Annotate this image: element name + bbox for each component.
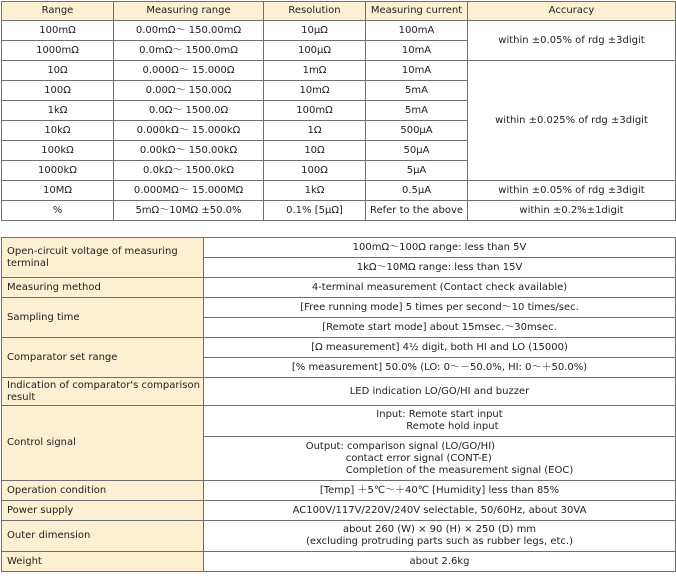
sampling-remote-start: [Remote start mode] about 15msec.～30msec.: [204, 318, 676, 338]
measuring-range-cell: 5mΩ～10MΩ ±50.0%: [114, 201, 264, 221]
control-output-line: Output: comparison signal (LO/GO/HI): [305, 440, 496, 452]
current-cell: 10mA: [366, 61, 468, 81]
operation-label: Operation condition: [2, 481, 204, 501]
open-circuit-value-high: 1kΩ～10MΩ range: less than 15V: [204, 258, 676, 278]
indication-value: LED indication LO/GO/HI and buzzer: [204, 378, 676, 406]
measuring-range-cell: 0.0mΩ～ 1500.0mΩ: [114, 41, 264, 61]
current-cell: 50μA: [366, 141, 468, 161]
weight-label: Weight: [2, 552, 204, 572]
resolution-cell: 10μΩ: [264, 21, 366, 41]
current-cell: 0.5μA: [366, 181, 468, 201]
operation-value: [Temp] ＋5℃～＋40℃ [Humidity] less than 85%: [204, 481, 676, 501]
comparator-ohm: [Ω measurement] 4½ digit, both HI and LO (15000): [204, 338, 676, 358]
open-circuit-value-low: 100mΩ～100Ω range: less than 5V: [204, 238, 676, 258]
sampling-free-running: [Free running mode] 5 times per second～10 times/sec.: [204, 298, 676, 318]
current-cell: 5μA: [366, 161, 468, 181]
comparator-label: Comparator set range: [2, 338, 204, 378]
current-cell: 500μA: [366, 121, 468, 141]
control-input: [204, 406, 676, 437]
dimension-line: about 260 (W) × 90 (H) × 250 (D) mm: [342, 524, 537, 535]
control-input-line: Input: Remote start input: [376, 409, 503, 420]
range-cell: 10MΩ: [2, 181, 114, 201]
resolution-cell: 1kΩ: [264, 181, 366, 201]
current-cell: 100mA: [366, 21, 468, 41]
accuracy-cell: within ±0.05% of rdg ±3digit: [468, 181, 676, 201]
range-cell: %: [2, 201, 114, 221]
info-row-method: [2, 278, 676, 298]
measuring-range-cell: 0.0Ω～ 1500.0Ω: [114, 101, 264, 121]
range-cell: 1kΩ: [2, 101, 114, 121]
info-row-sampling: [2, 298, 676, 318]
table-row: [2, 61, 676, 81]
resolution-cell: 1Ω: [264, 121, 366, 141]
header-measuring-range: Measuring range: [114, 2, 264, 21]
resolution-cell: 10Ω: [264, 141, 366, 161]
spec-table: [1, 1, 676, 221]
weight-value: about 2.6kg: [204, 552, 676, 572]
control-label: Control signal: [2, 406, 204, 481]
current-cell: 10mA: [366, 41, 468, 61]
comparator-percent: [% measurement] 50.0% (LO: 0～－50.0%, HI: 0～＋50.0%): [204, 358, 676, 378]
info-row-weight: [2, 552, 676, 572]
method-value: 4-terminal measurement (Contact check available): [204, 278, 676, 298]
measuring-range-cell: 0.00Ω～ 150.00Ω: [114, 81, 264, 101]
control-output-line: Completion of the measurement signal (EOC): [345, 464, 574, 476]
control-output-line: contact error signal (CONT-E): [345, 452, 492, 464]
table-row: [2, 181, 676, 201]
dimension-line: (excluding protruding parts such as rubber legs, etc.): [305, 536, 573, 547]
accuracy-cell: within ±0.2%±1digit: [468, 201, 676, 221]
measuring-range-cell: 0.00mΩ～ 150.00mΩ: [114, 21, 264, 41]
dimension-label: Outer dimension: [2, 521, 204, 552]
header-measuring-current: Measuring current: [366, 2, 468, 21]
header-range: Range: [2, 2, 114, 21]
range-cell: 10Ω: [2, 61, 114, 81]
info-row-comparator: [2, 338, 676, 358]
measuring-range-cell: 0.0kΩ～ 1500.0kΩ: [114, 161, 264, 181]
control-input-line: Remote hold input: [406, 421, 499, 432]
resolution-cell: 1mΩ: [264, 61, 366, 81]
method-label: Measuring method: [2, 278, 204, 298]
range-cell: 100kΩ: [2, 141, 114, 161]
dimension-value: [204, 521, 676, 552]
open-circuit-label: Open-circuit voltage of measuring terminal: [2, 238, 204, 278]
header-resolution: Resolution: [264, 2, 366, 21]
current-cell: 5mA: [366, 81, 468, 101]
control-output-lines: [306, 441, 574, 477]
range-cell: 100Ω: [2, 81, 114, 101]
header-accuracy: Accuracy: [468, 2, 676, 21]
resolution-cell: 100Ω: [264, 161, 366, 181]
accuracy-cell: within ±0.05% of rdg ±3digit: [468, 21, 676, 61]
current-cell: 5mA: [366, 101, 468, 121]
range-cell: 1000mΩ: [2, 41, 114, 61]
resolution-cell: 0.1% [5μΩ]: [264, 201, 366, 221]
resolution-cell: 100μΩ: [264, 41, 366, 61]
measuring-range-cell: 0.000kΩ～ 15.000kΩ: [114, 121, 264, 141]
resolution-cell: 100mΩ: [264, 101, 366, 121]
current-cell: Refer to the above: [366, 201, 468, 221]
control-output: [204, 437, 676, 481]
info-row-power: [2, 501, 676, 521]
info-row-operation: [2, 481, 676, 501]
sampling-label: Sampling time: [2, 298, 204, 338]
power-label: Power supply: [2, 501, 204, 521]
info-row-indication: [2, 378, 676, 406]
info-row-open-circuit: [2, 238, 676, 258]
indication-label: Indication of comparator's comparison result: [2, 378, 204, 406]
measuring-range-cell: 0.00kΩ～ 150.00kΩ: [114, 141, 264, 161]
info-row-dimension: [2, 521, 676, 552]
range-cell: 1000kΩ: [2, 161, 114, 181]
info-table: [1, 237, 676, 572]
power-value: AC100V/117V/220V/240V selectable, 50/60Hz, about 30VA: [204, 501, 676, 521]
measuring-range-cell: 0.000Ω～ 15.000Ω: [114, 61, 264, 81]
control-input-lines: [376, 409, 502, 433]
resolution-cell: 10mΩ: [264, 81, 366, 101]
table-row: [2, 201, 676, 221]
spec-header-row: [2, 2, 676, 21]
table-row: [2, 21, 676, 41]
info-row-control: [2, 406, 676, 437]
measuring-range-cell: 0.000MΩ～ 15.000MΩ: [114, 181, 264, 201]
range-cell: 100mΩ: [2, 21, 114, 41]
accuracy-cell: within ±0.025% of rdg ±3digit: [468, 61, 676, 181]
range-cell: 10kΩ: [2, 121, 114, 141]
